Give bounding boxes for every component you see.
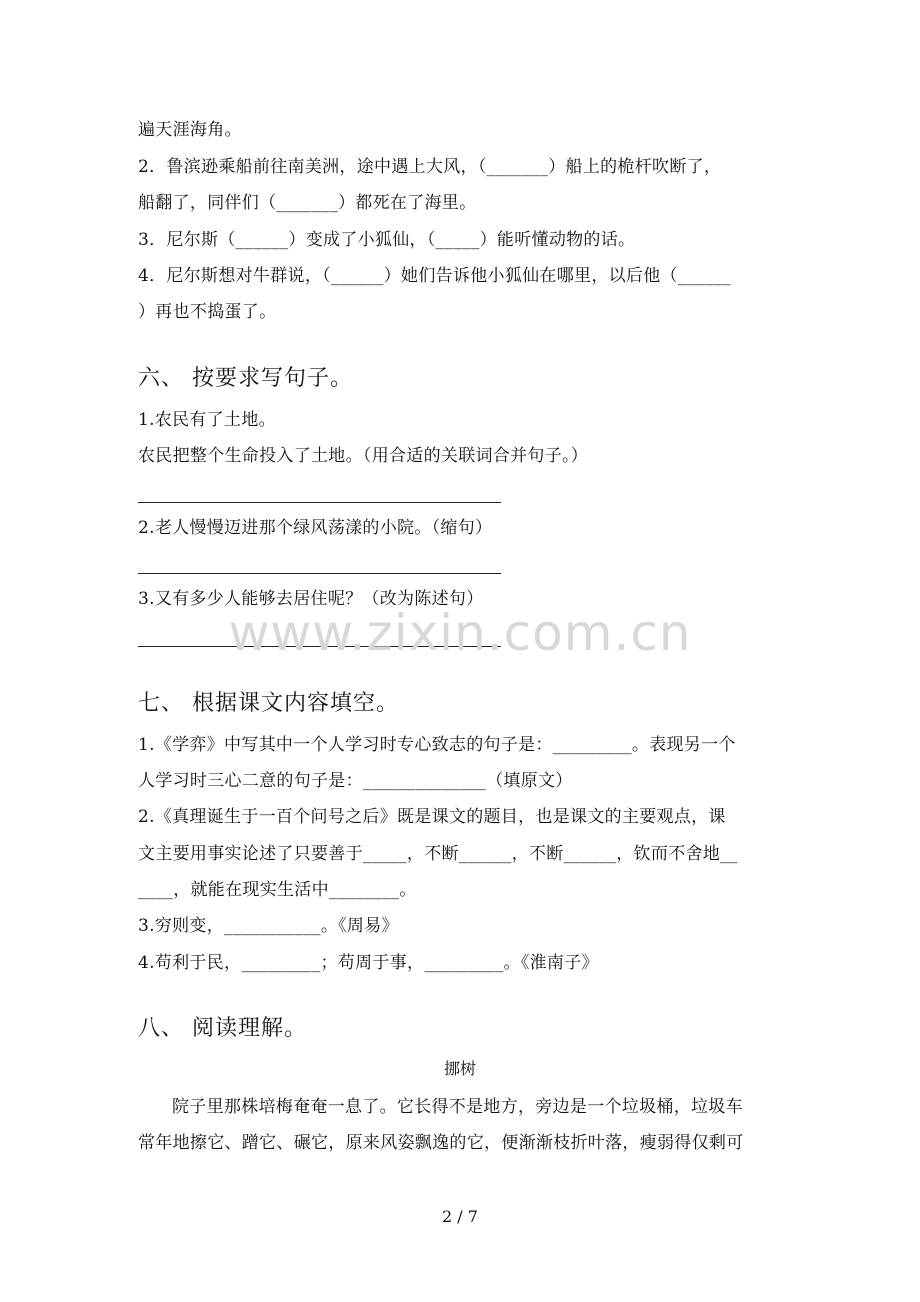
section7-line-5: ____，就能在现实生活中________。 <box>138 880 417 900</box>
answer-line-1 <box>138 502 501 503</box>
section7-heading: 七、 根据课文内容填空。 <box>138 691 399 716</box>
section7-line-2: 人学习时三心二意的句子是：______________（填原文） <box>138 771 573 791</box>
section5-line-5: 4．尼尔斯想对牛群说，（______）她们告诉他小狐仙在哪里，以后他（______ <box>138 266 731 286</box>
section8-heading: 八、 阅读理解。 <box>138 1016 307 1041</box>
passage-line-1: 院子里那株培梅奄奄一息了。它长得不是地方，旁边是一个垃圾桶，垃圾车 <box>172 1097 743 1117</box>
section7-line-3: 2.《真理诞生于一百个问号之后》既是课文的题目，也是课文的主要观点，课 <box>138 807 726 827</box>
passage-title: 挪树 <box>443 1059 476 1078</box>
section6-q3: 3.又有多少人能够去居住呢？（改为陈述句） <box>138 589 484 609</box>
section7-line-4: 文主要用事实论述了只要善于_____，不断______，不断______，钦而不舍地__ <box>138 844 738 864</box>
section5-line-2: 2．鲁滨逊乘船前往南美洲，途中遇上大风，（_______）船上的桅杆吹断了， <box>138 157 722 177</box>
section6-q1-line1: 1.农民有了土地。 <box>138 410 276 430</box>
section7-line-6: 3.穷则变，___________。《周易》 <box>138 916 399 936</box>
section5-line-3: 船翻了，同伴们（_______）都死在了海里。 <box>138 193 477 213</box>
section6-heading: 六、 按要求写句子。 <box>138 366 353 391</box>
section7-line-1: 1.《学弈》中写其中一个人学习时专心致志的句子是：_________。表现另一个 <box>138 735 736 755</box>
section5-line-1: 遍天涯海角。 <box>138 120 242 140</box>
section5-line-4: 3．尼尔斯（______）变成了小狐仙，（_____）能听懂动物的话。 <box>138 230 636 250</box>
section5-line-6: ）再也不捣蛋了。 <box>138 302 277 322</box>
passage-line-2: 常年地擦它、蹭它、碾它，原来风姿飘逸的它，便渐渐枝折叶落，瘦弱得仅剩可 <box>138 1133 744 1153</box>
answer-line-2 <box>138 573 501 574</box>
watermark: www.zixin.com.cn <box>228 604 692 662</box>
section6-q2: 2.老人慢慢迈进那个绿风荡漾的小院。（缩句） <box>138 518 493 538</box>
section7-line-7: 4.苟利于民，_________；苟周于事，_________。《淮南子》 <box>138 953 599 973</box>
page-number: 2 / 7 <box>442 1207 478 1226</box>
section6-q1-line2: 农民把整个生命投入了土地。（用合适的关联词合并句子。） <box>138 446 589 466</box>
